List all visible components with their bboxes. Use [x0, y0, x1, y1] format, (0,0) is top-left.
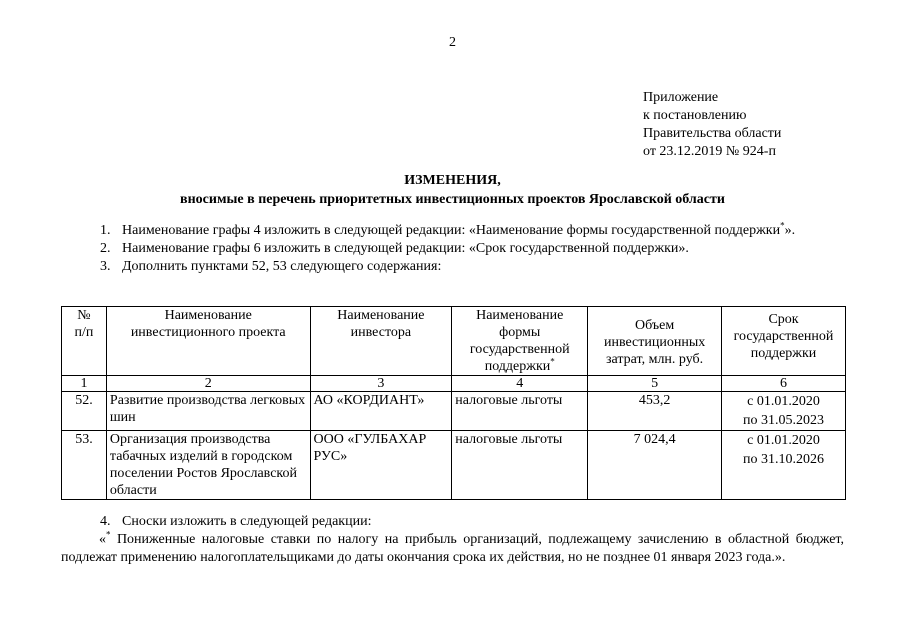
appendix-line: от 23.12.2019 № 924-п — [643, 144, 776, 159]
table-header-row — [62, 307, 846, 376]
changes-list — [100, 222, 844, 276]
row-support-form: налоговые льготы — [452, 431, 588, 500]
index-cell: 5 — [588, 376, 722, 392]
appendix-line: Приложение — [643, 90, 719, 105]
row-project: Развитие производства легковых шин — [106, 392, 310, 431]
table-row — [62, 431, 846, 500]
appendix-block — [643, 89, 781, 161]
table-row — [62, 392, 846, 431]
list-item-text — [122, 222, 844, 240]
header-cell-support-form — [452, 307, 588, 376]
document-subtitle: вносимые в перечень приоритетных инвестиционных проектов Ярославской области — [180, 192, 725, 207]
projects-table — [61, 306, 846, 500]
header-cell-investor: Наименование инвестора — [310, 307, 452, 376]
row-support-form: налоговые льготы — [452, 392, 588, 431]
list-item-text: Наименование графы 6 изложить в следующей редакции: «Срок государственной поддержки». — [122, 241, 689, 256]
footnote-marker: * — [550, 356, 555, 367]
appendix-line: Правительства области — [643, 126, 782, 141]
row-volume: 7 024,4 — [588, 431, 722, 500]
row-term: с 01.01.2020 по 31.05.2023 — [722, 392, 846, 431]
list-item-text: Сноски изложить в следующей редакции: — [122, 514, 372, 529]
index-cell: 2 — [106, 376, 310, 392]
list-item — [100, 222, 844, 240]
header-cell-number: № п/п — [62, 307, 107, 376]
row-term: с 01.01.2020 по 31.10.2026 — [722, 431, 846, 500]
footnote-marker: * — [780, 220, 785, 231]
footnote-text — [61, 531, 844, 567]
list-item-text: Дополнить пунктами 52, 53 следующего содержания: — [122, 259, 442, 274]
document-title: ИЗМЕНЕНИЯ, — [404, 173, 501, 188]
header-cell-term: Срок государственной поддержки — [722, 307, 846, 376]
index-cell: 6 — [722, 376, 846, 392]
list-item-text-part: Наименование графы 4 изложить в следующей редакции: «Наименование формы государственной поддержки — [122, 223, 781, 238]
table-index-row — [62, 376, 846, 392]
list-item-number: 1. — [100, 223, 111, 238]
row-project: Организация производства табачных изделий в городском поселении Ростов Ярославской области — [106, 431, 310, 500]
row-number: 52. — [62, 392, 107, 431]
list-item-text-part: ». — [784, 223, 796, 238]
appendix-line: к постановлению — [643, 108, 747, 123]
list-item-number: 2. — [100, 241, 111, 256]
list-item — [100, 258, 844, 276]
footnote-body: Пониженные налоговые ставки по налогу на прибыль организаций, подлежащему зачислению в областной бюджет, подлежат применению налогоплательщиками до даты окончания срока их действия, но не позднее 01 января 2023 года.». — [61, 532, 844, 565]
footnote-open-quote: « — [99, 532, 106, 547]
list-item-number: 4. — [100, 514, 111, 529]
row-number: 53. — [62, 431, 107, 500]
row-investor: ООО «ГУЛБАХАР РУС» — [310, 431, 452, 500]
index-cell: 4 — [452, 376, 588, 392]
header-text: Наименование формы государственной поддержки — [469, 308, 570, 374]
footnote-marker: * — [106, 529, 111, 540]
list-item-number: 3. — [100, 259, 111, 274]
index-cell: 3 — [310, 376, 452, 392]
page-number: 2 — [449, 35, 456, 50]
index-cell: 1 — [62, 376, 107, 392]
row-investor: АО «КОРДИАНТ» — [310, 392, 452, 431]
header-cell-volume: Объем инвестиционных затрат, млн. руб. — [588, 307, 722, 376]
list-item — [100, 240, 844, 258]
header-cell-project: Наименование инвестиционного проекта — [106, 307, 310, 376]
row-volume: 453,2 — [588, 392, 722, 431]
section-4-heading — [100, 514, 371, 530]
